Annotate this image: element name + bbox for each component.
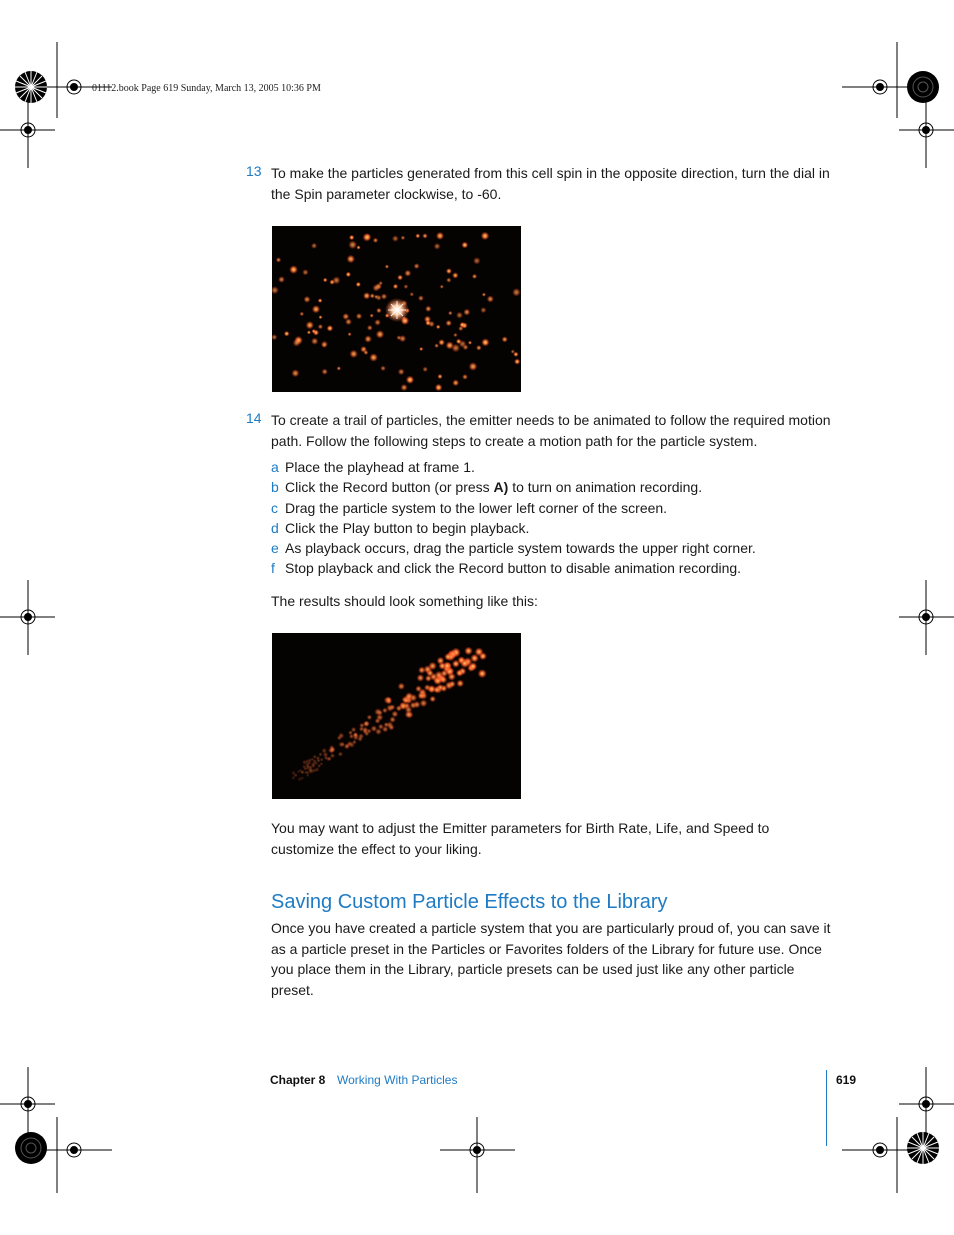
particle — [276, 257, 281, 262]
particle — [511, 349, 515, 353]
particle — [323, 278, 328, 283]
particle — [388, 724, 394, 730]
particle — [414, 263, 420, 269]
particle — [318, 298, 323, 303]
particle — [448, 311, 453, 316]
particle — [396, 705, 402, 711]
particle — [351, 727, 357, 733]
particle — [318, 324, 323, 329]
particle — [311, 243, 317, 249]
particles-spin-image — [272, 226, 521, 392]
particle — [464, 647, 473, 656]
particle — [462, 374, 468, 380]
substep-text: Stop playback and click the Record button to disable animation recording. — [285, 560, 742, 576]
particle — [373, 238, 378, 243]
particle — [470, 654, 479, 663]
particle — [385, 265, 389, 269]
particle — [312, 305, 320, 313]
particle — [317, 764, 321, 768]
particle — [440, 285, 444, 289]
substep-text: Click the Record button (or press — [285, 479, 494, 495]
particle — [436, 232, 444, 240]
particle — [434, 343, 439, 348]
particle — [422, 233, 427, 238]
particle — [311, 758, 315, 762]
particle — [382, 708, 388, 714]
particle — [338, 733, 344, 739]
substep-f — [271, 558, 831, 578]
particle — [338, 741, 344, 747]
particle — [476, 345, 482, 351]
particle — [311, 338, 318, 345]
particle — [404, 284, 409, 289]
particle — [342, 313, 349, 320]
particle — [425, 306, 431, 312]
particle — [356, 245, 360, 249]
particle — [404, 270, 411, 277]
particle — [480, 307, 486, 313]
step-text-13: To make the particles generated from this cell spin in the opposite direction, turn the dial in the Spin parameter clockwise, to -60. — [271, 165, 830, 202]
particle — [346, 272, 351, 277]
particle — [300, 770, 304, 774]
substep-letter: a — [271, 459, 279, 475]
particle — [428, 662, 437, 671]
substep-text-after: to turn on animation recording. — [508, 479, 703, 495]
particle — [359, 723, 364, 728]
particle — [367, 325, 373, 331]
particle — [380, 366, 386, 372]
particle — [349, 235, 354, 240]
particles-trail-image — [272, 633, 521, 799]
particle — [472, 274, 477, 279]
particle — [389, 716, 396, 723]
particle — [415, 233, 420, 238]
particle — [358, 737, 363, 742]
particle — [424, 316, 431, 323]
particle — [347, 255, 356, 264]
particle — [353, 732, 359, 738]
particle — [409, 694, 417, 702]
particle — [444, 653, 452, 661]
particle — [445, 668, 453, 676]
particle — [417, 692, 424, 699]
particle — [502, 336, 508, 342]
particle — [418, 295, 424, 301]
particle — [376, 308, 381, 313]
particle — [512, 288, 521, 297]
particle — [374, 708, 381, 715]
particle — [453, 333, 457, 337]
particle — [363, 292, 370, 299]
substep-text: Click the Play button to begin playback. — [285, 520, 530, 536]
particle — [406, 376, 414, 384]
particle — [456, 312, 463, 319]
step-number-14: 14 — [246, 410, 262, 426]
particle — [446, 268, 452, 274]
substep-key: A) — [493, 479, 509, 495]
particle — [291, 369, 299, 377]
particle — [375, 718, 381, 724]
particle — [410, 702, 417, 709]
particle — [473, 257, 481, 265]
results-text: The results should look something like this: — [271, 593, 538, 609]
particle — [364, 335, 372, 343]
substep-letter: c — [271, 500, 278, 516]
particle — [370, 314, 374, 318]
particle — [311, 764, 316, 769]
particle — [401, 384, 408, 391]
particle — [360, 346, 367, 353]
particle — [418, 666, 425, 673]
particle — [446, 320, 452, 326]
particle — [375, 728, 382, 735]
particle — [468, 341, 472, 345]
particle — [436, 325, 441, 330]
substep-b — [271, 477, 831, 497]
particle — [435, 384, 443, 392]
substep-a — [271, 457, 831, 477]
particle — [398, 368, 405, 375]
particle — [460, 659, 469, 668]
particle — [284, 331, 290, 337]
page-number: 619 — [836, 1073, 857, 1087]
footer-chapter-title: Working With Particles — [337, 1073, 458, 1087]
particle — [367, 715, 373, 721]
particle — [300, 312, 305, 317]
adjust-text: You may want to adjust the Emitter parameters for Birth Rate, Life, and Speed to customize the effect to your liking. — [271, 820, 770, 857]
particle — [338, 752, 343, 757]
particle — [469, 662, 478, 671]
particle — [348, 240, 357, 249]
particle — [356, 313, 362, 319]
particle — [289, 265, 298, 274]
particle — [446, 278, 451, 283]
footer-chapter-label: Chapter 8 — [270, 1073, 326, 1087]
particle — [456, 680, 464, 688]
particle — [481, 338, 489, 346]
particle — [304, 296, 311, 303]
step-text-14: To create a trail of particles, the emitter needs to be animated to follow the required motion path. Follow the following steps to create a motion path for the particle system. — [271, 412, 831, 449]
particle — [372, 284, 379, 291]
particle — [481, 232, 490, 241]
substep-letter: f — [271, 560, 275, 576]
particle — [393, 284, 398, 289]
particle — [459, 340, 467, 348]
particle — [321, 341, 328, 348]
particle — [376, 330, 385, 339]
particle — [384, 722, 389, 727]
substep-text: Place the playhead at frame 1. — [285, 459, 475, 475]
particle — [392, 235, 399, 242]
particle — [434, 243, 441, 250]
particle — [313, 330, 319, 336]
particle — [293, 339, 301, 347]
substep-text: Drag the particle system to the lower left corner of the screen. — [285, 500, 668, 516]
substep-text: As playback occurs, drag the particle system towards the upper right corner. — [285, 540, 756, 556]
particle — [321, 748, 327, 754]
particle — [456, 669, 464, 677]
particle — [306, 321, 314, 329]
particle — [362, 233, 371, 242]
particle — [452, 379, 459, 386]
particle — [438, 339, 445, 346]
particle — [291, 776, 295, 780]
particle — [461, 242, 468, 249]
particle — [449, 681, 456, 688]
print-header: 01112.book Page 619 Sunday, March 13, 2005 10:36 PM — [92, 83, 321, 94]
particle — [398, 683, 405, 690]
particle — [446, 341, 454, 349]
particle — [329, 748, 335, 754]
section-heading: Saving Custom Particle Effects to the Library — [271, 891, 668, 913]
substep-letter: d — [271, 520, 279, 536]
particle — [514, 359, 520, 365]
particle — [318, 752, 322, 756]
particle — [348, 332, 352, 336]
particle — [370, 293, 375, 298]
particle — [356, 282, 361, 287]
particle — [278, 276, 285, 283]
particle — [332, 276, 340, 284]
particle — [322, 369, 328, 375]
particle — [422, 367, 428, 373]
particle — [302, 269, 308, 275]
substep-c — [271, 498, 831, 518]
particle — [438, 662, 446, 670]
particle — [381, 293, 387, 299]
particle — [327, 756, 332, 761]
particle — [397, 335, 402, 340]
particle — [429, 696, 436, 703]
particle — [463, 309, 470, 316]
particle — [419, 347, 423, 351]
particle — [304, 770, 308, 774]
particle — [386, 697, 392, 703]
particle — [420, 699, 428, 707]
particle — [452, 272, 458, 278]
particle — [469, 362, 478, 371]
particle — [417, 674, 425, 682]
substep-letter: e — [271, 540, 279, 556]
particle — [374, 319, 381, 326]
particles-trail-figure — [272, 633, 521, 799]
particle — [345, 743, 351, 749]
section-body: Once you have created a particle system that you are particularly proud of, you can save it as a particle preset in the Particles or Favorites folders of the Library for future use. Once you place them in the Library, particle presets can be used just like any other particle preset. — [271, 920, 831, 998]
particle — [350, 350, 358, 358]
footer-divider — [826, 1070, 827, 1146]
particle — [487, 295, 494, 302]
particle — [397, 275, 403, 281]
particle — [478, 669, 487, 678]
particle — [352, 740, 357, 745]
particle — [319, 315, 323, 319]
particle — [439, 676, 447, 684]
particle — [307, 330, 311, 334]
particle — [379, 281, 383, 285]
substep-letter: b — [271, 479, 279, 495]
particle — [482, 293, 486, 297]
substep-d — [271, 518, 831, 538]
particle — [294, 774, 297, 777]
particle — [437, 374, 442, 379]
step-number-13: 13 — [246, 163, 262, 179]
particle — [410, 292, 415, 297]
particle — [316, 759, 320, 763]
particle — [298, 777, 303, 782]
particles-spin-figure — [272, 226, 521, 392]
substep-e — [271, 538, 831, 558]
particle — [428, 685, 436, 693]
particle — [337, 366, 341, 370]
particle — [327, 325, 334, 332]
particle — [459, 322, 465, 328]
particle — [369, 353, 378, 362]
particle — [401, 236, 406, 241]
